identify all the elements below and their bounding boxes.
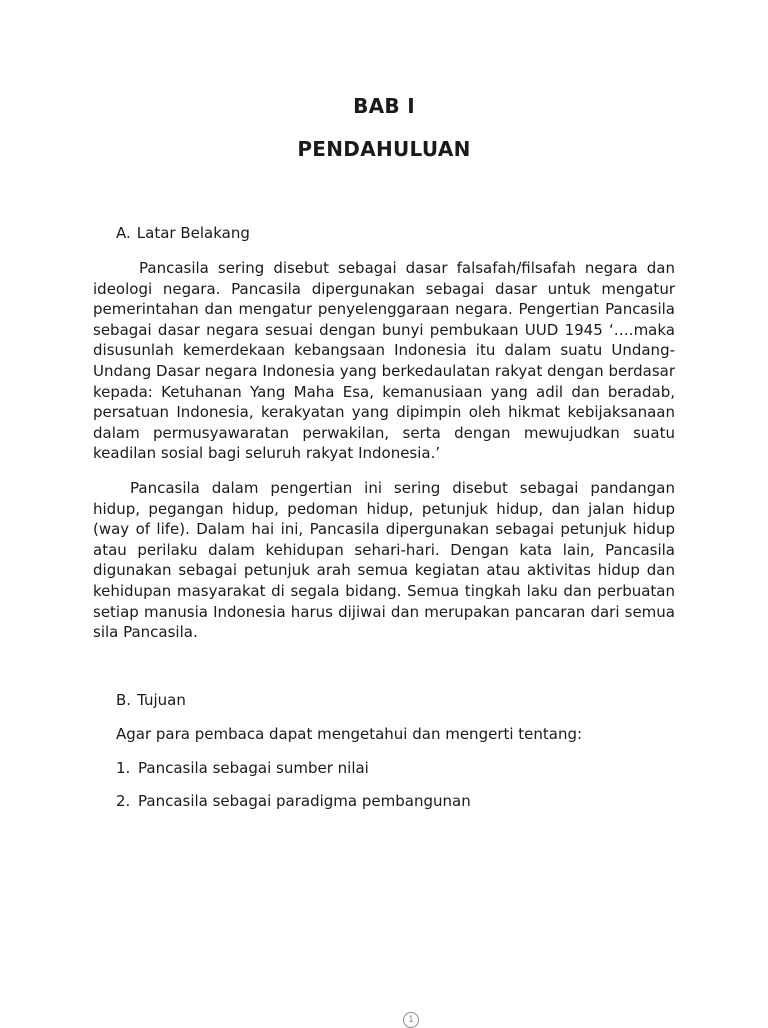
section-a-title: Latar Belakang bbox=[136, 224, 250, 242]
section-b-title: Tujuan bbox=[137, 691, 186, 709]
list-item-number: 2. bbox=[116, 792, 131, 810]
tujuan-intro: Agar para pembaca dapat mengetahui dan mengerti tentang: bbox=[116, 725, 583, 743]
paragraph-latar-belakang-2: Pancasila dalam pengertian ini sering disebut sebagai pandangan hidup, pegangan hidup, pedoman hidup, petunjuk hidup, dan jalan hidup (way of life). Dalam hai ini, Pancasila dipergunakan sebagai petunjuk hidup atau perilaku dalam kehidupan sehari-hari. Dengan kata lain, Pancasila digunakan sebagai petunjuk arah semua kegiatan atau aktivitas hidup dan kehidupan masyarakat di segala bidang. Semua tingkah laku dan perbuatan setiap manusia Indonesia harus dijiwai dan merupakan pancaran dari semua sila Pancasila. bbox=[93, 479, 675, 642]
list-item-text: Pancasila sebagai paradigma pembangunan bbox=[138, 792, 471, 810]
section-a-heading bbox=[116, 224, 250, 242]
section-a-letter: A. bbox=[116, 224, 131, 242]
list-item bbox=[116, 759, 369, 777]
section-b-heading bbox=[116, 691, 186, 709]
chapter-title: PENDAHULUAN bbox=[297, 137, 471, 161]
chapter-number: BAB I bbox=[353, 94, 415, 118]
list-item-text: Pancasila sebagai sumber nilai bbox=[138, 759, 369, 777]
paragraph-latar-belakang-1: Pancasila sering disebut sebagai dasar falsafah/filsafah negara dan ideologi negara. Pancasila dipergunakan sebagai dasar untuk mengatur pemerintahan dan mengatur penyelenggaraan negara. Pengertian Pancasila sebagai dasar negara sesuai dengan bunyi pembukaan UUD 1945 ‘….maka disusunlah kemerdekaan kebangsaan Indonesia itu dalam suatu Undang-Undang Dasar negara Indonesia yang berkedaulatan rakyat dengan berdasar kepada: Ketuhanan Yang Maha Esa, kemanusiaan yang adil dan beradab, persatuan Indonesia, kerakyatan yang dipimpin oleh hikmat kebijaksanaan dalam permusyawaratan perwakilan, serta dengan mewujudkan suatu keadilan sosial bagi seluruh rakyat Indonesia.’ bbox=[93, 259, 675, 463]
section-b-letter: B. bbox=[116, 691, 132, 709]
list-item-number: 1. bbox=[116, 759, 131, 777]
list-item bbox=[116, 792, 471, 810]
page-number: 1 bbox=[403, 1012, 419, 1028]
